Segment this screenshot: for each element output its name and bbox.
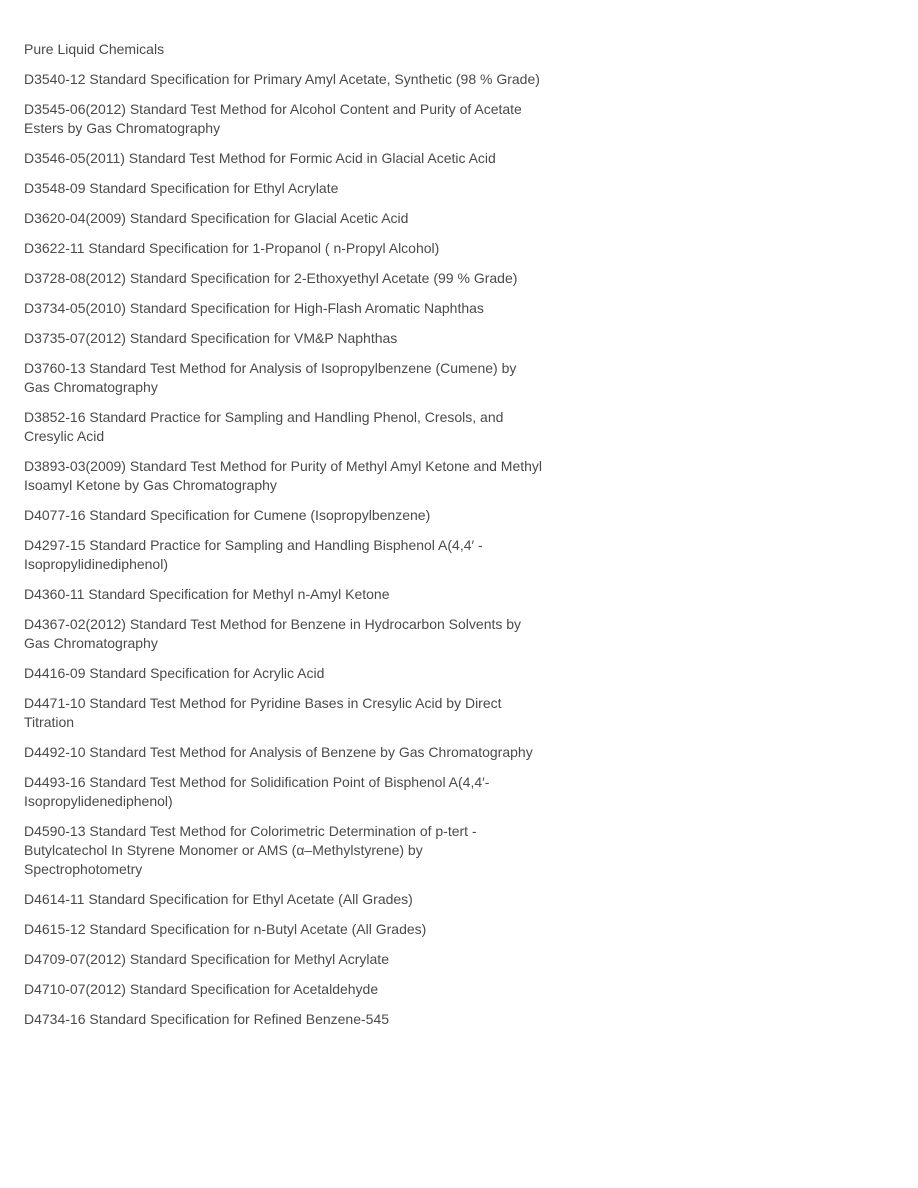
list-item: D3546-05(2011) Standard Test Method for Formic Acid in Glacial Acetic Acid — [24, 150, 496, 166]
list-item: D3735-07(2012) Standard Specification for VM&P Naphthas — [24, 330, 398, 346]
standards-list — [24, 70, 544, 1029]
list-item: D3622-11 Standard Specification for 1-Propanol ( n-Propyl Alcohol) — [24, 240, 440, 256]
list-item: D3734-05(2010) Standard Specification for High-Flash Aromatic Naphthas — [24, 300, 484, 316]
list-item: D4590-13 Standard Test Method for Colorimetric Determination of p-tert -Butylcatechol In Styrene Monomer or AMS (α–Methylstyrene) by Spectrophotometry — [24, 823, 477, 877]
list-item: D3545-06(2012) Standard Test Method for Alcohol Content and Purity of Acetate Esters by Gas Chromatography — [24, 101, 522, 136]
list-item: D4360-11 Standard Specification for Methyl n-Amyl Ketone — [24, 586, 390, 602]
document-page — [24, 40, 544, 1040]
list-item: D4709-07(2012) Standard Specification for Methyl Acrylate — [24, 951, 389, 967]
list-item: D4734-16 Standard Specification for Refined Benzene-545 — [24, 1011, 390, 1027]
list-item: D4615-12 Standard Specification for n-Butyl Acetate (All Grades) — [24, 921, 427, 937]
list-item: D3540-12 Standard Specification for Primary Amyl Acetate, Synthetic (98 % Grade) — [24, 71, 540, 87]
section-heading: Pure Liquid Chemicals — [24, 41, 165, 57]
list-item: D4297-15 Standard Practice for Sampling and Handling Bisphenol A(4,4′ -Isopropylidinediphenol) — [24, 537, 483, 572]
list-item: D3760-13 Standard Test Method for Analysis of Isopropylbenzene (Cumene) by Gas Chromatography — [24, 360, 517, 395]
list-item: D3548-09 Standard Specification for Ethyl Acrylate — [24, 180, 339, 196]
list-item: D3728-08(2012) Standard Specification for 2-Ethoxyethyl Acetate (99 % Grade) — [24, 270, 518, 286]
list-item: D3852-16 Standard Practice for Sampling and Handling Phenol, Cresols, and Cresylic Acid — [24, 409, 504, 444]
list-item: D4367-02(2012) Standard Test Method for Benzene in Hydrocarbon Solvents by Gas Chromatography — [24, 616, 522, 651]
list-item: D4493-16 Standard Test Method for Solidification Point of Bisphenol A(4,4′-Isopropylidenediphenol) — [24, 774, 490, 809]
list-item: D4471-10 Standard Test Method for Pyridine Bases in Cresylic Acid by Direct Titration — [24, 695, 502, 730]
list-item: D3620-04(2009) Standard Specification for Glacial Acetic Acid — [24, 210, 409, 226]
list-item: D4416-09 Standard Specification for Acrylic Acid — [24, 665, 325, 681]
list-item: D4492-10 Standard Test Method for Analysis of Benzene by Gas Chromatography — [24, 744, 533, 760]
list-item: D4710-07(2012) Standard Specification for Acetaldehyde — [24, 981, 379, 997]
list-item: D4077-16 Standard Specification for Cumene (Isopropylbenzene) — [24, 507, 431, 523]
list-item: D4614-11 Standard Specification for Ethyl Acetate (All Grades) — [24, 891, 413, 907]
list-item: D3893-03(2009) Standard Test Method for Purity of Methyl Amyl Ketone and Methyl Isoamyl Ketone by Gas Chromatography — [24, 458, 543, 493]
